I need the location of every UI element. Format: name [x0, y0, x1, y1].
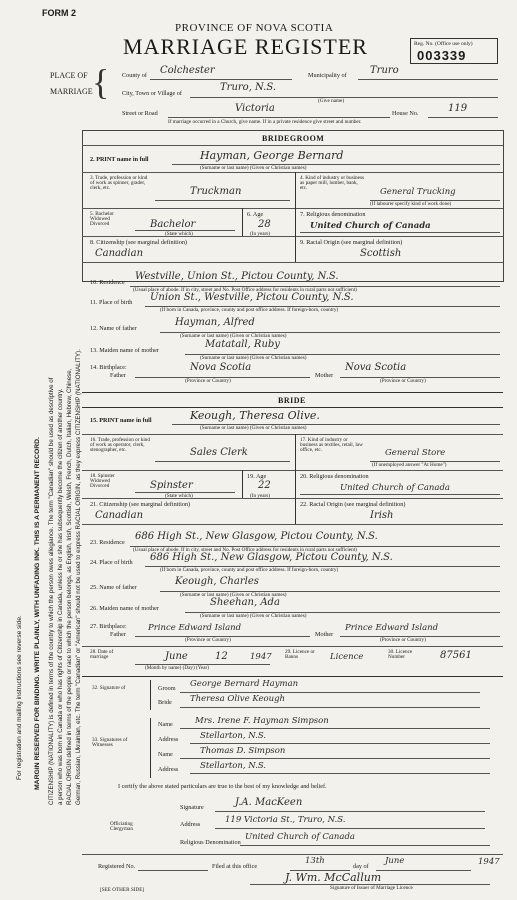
- sidebar-line-3: CITIZENSHIP (NATIONALITY) is defined in terms of the country to which the person owes allegiance. The term "Canadian" should be used as descriptive of: [48, 377, 55, 805]
- place-label-1: PLACE OF: [50, 71, 88, 80]
- f2-label: 2. PRINT name in full: [90, 156, 149, 163]
- groom-mother-birthplace: Nova Scotia: [345, 362, 407, 373]
- bride-father-birthplace: Prince Edward Island: [148, 623, 242, 633]
- f24-note: (If born in Canada, province, county and post office address. If foreign-born, country): [160, 567, 339, 573]
- city-label: City, Town or Village of: [122, 90, 182, 97]
- sidebar-line-4: a person who was born in Canada or who has rights of Citizenship in Canada, unless he or she has subsequently become the citizen of another country.: [57, 388, 64, 805]
- sidebar-line-6: German, Russian, Ukrainian, etc. The term "Canadian" or "American" should not be used to express RACIAL ORIGIN, as they express CITIZENSHIP (NATIONALITY).: [75, 349, 82, 805]
- bride-birthplace: 686 High St., New Glasgow, Pictou County, N.S.: [150, 552, 393, 563]
- f23-label: 23. Residence: [90, 539, 125, 546]
- bride-racial-origin: Irish: [370, 510, 394, 521]
- licence-number: 87561: [440, 650, 472, 661]
- bridegroom-title: BRIDEGROOM: [262, 134, 325, 143]
- groom-sig-label: Groom: [158, 685, 176, 692]
- f3-label: 3. Trade, profession or kind of work as spinner, grader, clerk, etc.: [90, 175, 148, 192]
- f6-label: 6. Age: [247, 211, 264, 218]
- marginal-instructions: [4, 140, 84, 820]
- f5-note: (State which): [165, 231, 193, 237]
- municipality-value: Truro: [370, 65, 399, 76]
- f12-note: (Surname or last name) (Given or Christian names): [180, 333, 287, 339]
- filed-month: June: [385, 856, 405, 866]
- f8-label: 8. Citizenship (see marginal definition): [90, 239, 187, 246]
- f4-note: (If labourer specify kind of work done): [370, 201, 452, 207]
- groom-citizenship: Canadian: [95, 248, 144, 259]
- f27-mother-label: Mother: [315, 631, 334, 638]
- bride-occupation: Sales Clerk: [190, 447, 248, 458]
- bride-residence: 686 High St., New Glasgow, Pictou County, N.S.: [135, 531, 378, 542]
- licence-or-banns: Licence: [330, 652, 364, 662]
- county-label: County of: [122, 72, 147, 79]
- f19-note: (In years): [250, 493, 271, 499]
- street-note: If marriage occurred in a Church, give name. If in a private residence give street and number.: [168, 119, 362, 125]
- form-label: FORM 2: [42, 8, 77, 18]
- f14-note-father: (Province or Country): [185, 378, 231, 384]
- groom-age: 28: [258, 219, 271, 230]
- f4-label: 4. Kind of industry or business as paper mill, lumber, bank, etc.: [300, 175, 364, 192]
- witness2-name: Thomas D. Simpson: [200, 746, 286, 756]
- issuer-signature: J. Wm. McCallum: [285, 871, 382, 884]
- groom-father-birthplace: Nova Scotia: [190, 362, 252, 373]
- f20-label: 20. Religious denomination: [300, 473, 369, 480]
- bride-mother-birthplace: Prince Edward Island: [345, 623, 439, 633]
- f17-label: 17. Kind of industry or business as textiles, retail, law office, etc.: [300, 437, 363, 454]
- street-label: Street or Road: [122, 110, 158, 117]
- groom-religion: United Church of Canada: [310, 221, 431, 231]
- marriage-day: 12: [215, 651, 228, 662]
- f10-note: (Usual place of abode. If in city, street and No. Post Office address for residents in rural parts not sufficient): [133, 287, 357, 293]
- f14-note-mother: (Province or Country): [380, 378, 426, 384]
- bride-name: Keough, Theresa Olive.: [190, 409, 320, 422]
- f32-label: 32. Signature of: [92, 685, 126, 691]
- reg-no-value: 003339: [417, 48, 467, 63]
- f25-label: 25. Name of father: [90, 584, 137, 591]
- groom-signature: George Bernard Hayman: [190, 679, 299, 689]
- f6-note: (In years): [250, 231, 271, 237]
- clergy-label: Officiating Clergyman: [110, 821, 133, 833]
- f26-note: (Surname or last name) (Given or Christian names): [200, 613, 307, 619]
- f12-label: 12. Name of father: [90, 325, 137, 332]
- f2-note: (Surname or last name) (Given or Christian names): [200, 165, 307, 171]
- f19-label: 19. Age: [247, 473, 267, 480]
- reg-no-label: Reg. No. (Office use only): [414, 41, 473, 47]
- f14-father-label: Father: [110, 372, 126, 379]
- bride-sig-label: Bride: [158, 699, 172, 706]
- f25-note: (Surname or last name) (Given or Christian names): [180, 592, 287, 598]
- f21-label: 21. Citizenship (see marginal definition): [90, 501, 191, 508]
- clergy-denomination: United Church of Canada: [245, 832, 355, 842]
- sidebar-line-2: MARGIN RESERVED FOR BINDING. WRITE PLAINLY, WITH UNFADING INK. THIS IS A PERMANENT RECORD.: [34, 437, 41, 790]
- page-title: MARRIAGE REGISTER: [123, 34, 368, 59]
- f16-label: 16. Trade, profession or kind of work as operator, clerk, stenographer, etc.: [90, 437, 150, 454]
- house-value: 119: [448, 103, 468, 114]
- witness1-name-label: Name: [158, 721, 173, 728]
- groom-marital-status: Bachelor: [150, 219, 196, 230]
- issuer-note: Signature of Issuer of Marriage Licence: [330, 885, 413, 891]
- give-name-note: (Give name): [318, 98, 345, 104]
- bride-mother: Sheehan, Ada: [210, 597, 280, 608]
- f14-label: 14. Birthplace:: [90, 364, 127, 371]
- f27-father-label: Father: [110, 631, 126, 638]
- f27-note-mother: (Province or Country): [380, 637, 426, 643]
- witness2-address-label: Address: [158, 766, 179, 773]
- f28-label: 28. Date of marriage: [90, 649, 114, 661]
- county-value: Colchester: [160, 65, 215, 76]
- f14-mother-label: Mother: [315, 372, 334, 379]
- groom-name: Hayman, George Bernard: [200, 149, 344, 162]
- f5-label: 5. Bachelor Widowed Divorced: [90, 211, 114, 228]
- groom-residence: Westville, Union St., Pictou County, N.S.: [135, 271, 339, 282]
- f28-note: (Month by name) (Day) (Year): [145, 665, 210, 671]
- witness1-address: Stellarton, N.S.: [200, 731, 267, 741]
- bride-father: Keough, Charles: [175, 576, 259, 587]
- place-label-2: MARRIAGE: [50, 87, 93, 96]
- f9-label: 9. Racial Origin (see marginal definition): [300, 239, 403, 246]
- f10-label: 10. Residence: [90, 279, 125, 286]
- filed-year: 1947: [478, 857, 500, 867]
- witness1-address-label: Address: [158, 736, 179, 743]
- clergy-sig-label: Signature: [180, 804, 204, 811]
- clergy-signature: J.A. MacKeen: [235, 797, 303, 808]
- bride-title: BRIDE: [278, 396, 306, 405]
- clergy-denom-label: Religious Denomination: [180, 839, 241, 846]
- bride-religion: United Church of Canada: [340, 483, 450, 493]
- groom-father: Hayman, Alfred: [175, 317, 255, 328]
- registered-label: Registered No.: [98, 863, 136, 870]
- filed-label: Filed at this office: [212, 863, 258, 870]
- f15-note: (Surname or last name) (Given or Christian names): [200, 425, 307, 431]
- street-value: Victoria: [235, 103, 275, 114]
- groom-industry: General Trucking: [380, 187, 456, 197]
- bride-industry: General Store: [385, 448, 446, 458]
- f29-label: 29. Licence or Banns: [285, 649, 315, 661]
- reg-no-box: [410, 38, 498, 64]
- groom-occupation: Truckman: [190, 186, 242, 197]
- day-of-label: day of: [353, 863, 369, 870]
- f13-label: 13. Maiden name of mother: [90, 347, 159, 354]
- city-value: Truro, N.S.: [220, 82, 277, 93]
- certify-text: I certify the above stated particulars are true to the best of my knowledge and belief.: [118, 783, 327, 790]
- province-title: PROVINCE OF NOVA SCOTIA: [175, 22, 334, 34]
- f26-label: 26. Maiden name of mother: [90, 605, 159, 612]
- clergy-address: 119 Victoria St., Truro, N.S.: [225, 815, 346, 825]
- witness2-name-label: Name: [158, 751, 173, 758]
- bride-age: 22: [258, 480, 271, 491]
- f15-label: 15. PRINT name in full: [90, 417, 152, 424]
- f22-label: 22. Racial Origin (see marginal definition): [300, 501, 406, 508]
- municipality-label: Municipality of: [308, 72, 347, 79]
- groom-racial-origin: Scottish: [360, 248, 402, 259]
- filed-day: 13th: [305, 856, 325, 866]
- groom-birthplace: Union St., Westville, Pictou County, N.S.: [150, 292, 354, 303]
- f27-label: 27. Birthplace:: [90, 623, 127, 630]
- f7-label: 7. Religious denomination: [300, 211, 366, 218]
- f13-note: (Surname or last name) (Given or Christian names): [200, 355, 307, 361]
- brace: {: [92, 62, 110, 102]
- marriage-month: June: [165, 651, 188, 662]
- f11-label: 11. Place of birth: [90, 299, 133, 306]
- f24-label: 24. Place of birth: [90, 559, 133, 566]
- see-other-side: [SEE OTHER SIDE]: [100, 887, 145, 893]
- bride-citizenship: Canadian: [95, 510, 144, 521]
- clergy-address-label: Address: [180, 821, 201, 828]
- house-label: House No.: [392, 110, 419, 117]
- bride-marital-status: Spinster: [150, 480, 193, 491]
- bride-signature: Theresa Olive Keough: [190, 694, 285, 704]
- marriage-year: 1947: [250, 652, 272, 662]
- f18-label: 18. Spinster Widowed Divorced: [90, 473, 115, 490]
- f11-note: (If born in Canada, province, county and post office address. If foreign-born, country): [160, 307, 339, 313]
- f18-note: (State which): [165, 493, 193, 499]
- f17-note: (If unemployed answer "At Home"): [372, 462, 447, 468]
- f30-label: 30. Licence Number: [388, 649, 413, 661]
- witness1-name: Mrs. Irene F. Hayman Simpson: [195, 716, 329, 726]
- sidebar-line-5: RACIAL ORIGIN defined in terms of the people or race to which the person belongs, as English, Irish, Scottish, Welsh, French, Dutch, Italian, Hebrew, Chinese,: [66, 368, 73, 805]
- witness2-address: Stellarton, N.S.: [200, 761, 267, 771]
- groom-mother: Matatall, Ruby: [205, 339, 280, 350]
- f23-note: (Usual place of abode. If in city, street and No. Post Office address for residents in rural parts not sufficient): [133, 547, 357, 553]
- f27-note-father: (Province or Country): [185, 637, 231, 643]
- sidebar-line-1: For registration and mailing instructions see reverse side.: [16, 615, 23, 780]
- f33-label: 33. Signatures of Witnesses: [92, 737, 128, 749]
